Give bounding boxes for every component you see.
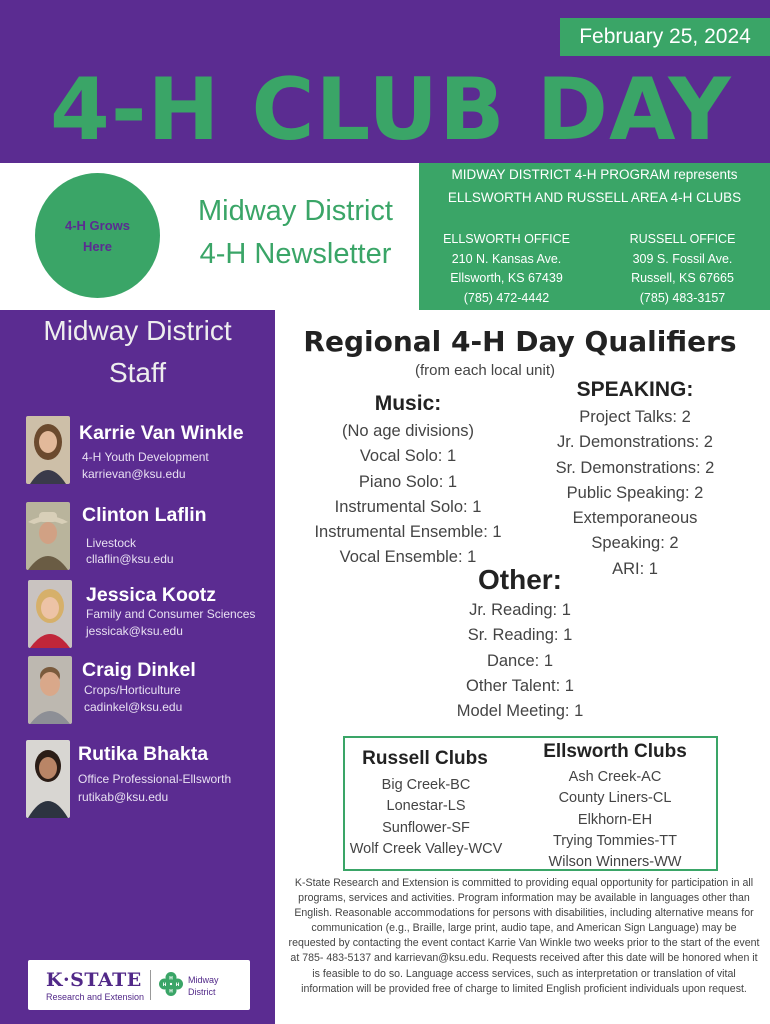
staff-role: Livestock [86, 536, 137, 550]
list-item: Ash Creek-AC [568, 769, 662, 785]
program-intro [419, 163, 770, 209]
svg-text:H: H [162, 983, 167, 988]
svg-text:H: H [175, 983, 180, 988]
newsletter-title [178, 190, 413, 276]
midway-label-line-2: District [188, 987, 216, 997]
staff-name: Karrie Van Winkle [79, 422, 244, 444]
clubs-box [343, 736, 718, 871]
staff-card-clinton [0, 502, 275, 582]
russell-office-street: 309 S. Fossil Ave. [632, 251, 733, 266]
list-item: ARI: 1 [612, 559, 658, 578]
program-intro-line-2: ELLSWORTH AND RUSSELL AREA 4-H CLUBS [447, 190, 742, 205]
list-item: Instrumental Solo: 1 [334, 497, 482, 516]
music-heading: Music: [374, 392, 442, 415]
russell-office-phone: (785) 483-3157 [639, 290, 726, 305]
list-item: Public Speaking: 2 [566, 483, 704, 502]
staff-heading-line-2: Staff [108, 357, 167, 388]
office-info-box [419, 163, 770, 310]
newsletter-title-line-1: Midway District [198, 195, 393, 227]
staff-name: Rutika Bhakta [78, 743, 209, 765]
midway-district-label [188, 974, 219, 998]
kstate-research-extension-logo [28, 960, 250, 1010]
list-item: Wolf Creek Valley-WCV [349, 840, 503, 857]
avatar [26, 416, 70, 484]
staff-role: Family and Consumer Sciences [86, 607, 256, 621]
grows-line-2: Here [83, 238, 112, 254]
header-banner [0, 0, 770, 163]
svg-text:H: H [169, 976, 173, 982]
list-item: Lonestar-LS [386, 798, 466, 815]
list-item: County Liners-CL [558, 790, 672, 807]
staff-role: Office Professional-Ellsworth [78, 772, 232, 786]
staff-name: Clinton Laflin [82, 504, 207, 526]
list-item: Dance: 1 [486, 651, 554, 670]
staff-role: 4-H Youth Development [82, 450, 209, 464]
list-item: Trying Tommies-TT [552, 832, 678, 849]
list-item: (No age divisions) [341, 422, 475, 440]
list-item: Piano Solo: 1 [358, 472, 458, 491]
kstate-subtitle: Research and Extension [46, 992, 145, 1002]
ellsworth-office [419, 230, 594, 308]
list-item: Elkhorn-EH [577, 811, 653, 828]
staff-role: Crops/Horticulture [84, 683, 181, 697]
4h-clover-icon [158, 971, 184, 997]
avatar [26, 740, 70, 818]
list-item: Instrumental Ensemble: 1 [314, 523, 502, 542]
logo-divider [150, 970, 151, 1000]
other-heading: Other: [478, 564, 562, 595]
ellsworth-office-phone: (785) 472-4442 [463, 290, 550, 305]
list-item: Wilson Winners-WW [548, 854, 682, 871]
russell-clubs-heading: Russell Clubs [362, 748, 488, 769]
regional-qualifiers-title: Regional 4-H Day Qualifiers [303, 325, 737, 358]
regional-qualifiers-subtitle: (from each local unit) [414, 362, 556, 379]
speaking-list [530, 405, 740, 582]
ellsworth-office-city: Ellsworth, KS 67439 [450, 271, 563, 285]
nondiscrimination-disclaimer: K-State Research and Extension is committed to providing equal opportunity for participation in all programs, services and activities. Program information may be available in languages other than English. Reasonable accommodations for persons with disabilities, including alternative means for communication (e.g., Braille, large print, audio tape, and American Sign Language) may be requested by contacting the event contact Karrie Van Winkle two weeks prior to the start of the event at 785- 483-5137 and karrievan@ksu.edu. Requests received after this date will be honored when it is feasible to do so. Language access services, such as interpretation or translation of vital information will be provided free of charge to limited English proficient individuals upon request. [288, 877, 760, 995]
staff-email[interactable]: cllaflin@ksu.edu [86, 552, 174, 566]
list-item: Model Meeting: 1 [456, 702, 584, 721]
program-intro-line-1: MIDWAY DISTRICT 4-H PROGRAM represents [451, 167, 738, 182]
kstate-wordmark: K·STATE [46, 969, 142, 991]
russell-office-name: RUSSELL OFFICE [629, 232, 736, 246]
page-title: 4-H CLUB DAY [50, 60, 732, 160]
staff-email[interactable]: cadinkel@ksu.edu [84, 700, 183, 714]
speaking-heading: SPEAKING: [576, 378, 694, 401]
avatar [28, 656, 72, 724]
staff-heading [0, 310, 275, 394]
list-item: Sunflower-SF [382, 819, 470, 836]
staff-card-karrie [0, 416, 275, 496]
avatar [26, 502, 70, 570]
staff-heading-line-1: Midway District [43, 315, 232, 346]
staff-sidebar [0, 310, 275, 1024]
list-item: Extemporaneous [572, 509, 698, 528]
4h-grows-text [53, 215, 143, 257]
event-date-badge: February 25, 2024 [560, 18, 770, 56]
list-item: Jr. Reading: 1 [469, 601, 571, 619]
ellsworth-clubs-list [520, 767, 710, 873]
other-list [420, 598, 620, 724]
list-item: Jr. Demonstrations: 2 [557, 433, 713, 452]
staff-email[interactable]: karrievan@ksu.edu [82, 467, 186, 481]
list-item: Sr. Demonstrations: 2 [555, 458, 715, 477]
staff-card-jessica [0, 580, 275, 660]
ellsworth-office-street: 210 N. Kansas Ave. [451, 251, 562, 266]
music-list [290, 419, 526, 571]
list-item: Sr. Reading: 1 [467, 626, 573, 645]
staff-email[interactable]: jessicak@ksu.edu [86, 624, 183, 638]
russell-clubs-list [337, 775, 515, 860]
russell-office [595, 230, 770, 308]
list-item: Vocal Solo: 1 [359, 447, 457, 466]
avatar [28, 580, 72, 648]
newsletter-title-line-2: 4-H Newsletter [199, 238, 392, 270]
staff-email[interactable]: rutikab@ksu.edu [78, 790, 169, 804]
staff-name: Jessica Kootz [86, 584, 217, 606]
list-item: Big Creek-BC [381, 777, 471, 793]
russell-office-city: Russell, KS 67665 [631, 271, 734, 285]
svg-text:H: H [169, 989, 173, 995]
ellsworth-office-name: ELLSWORTH OFFICE [443, 232, 570, 246]
list-item: Project Talks: 2 [579, 408, 691, 426]
list-item: Speaking: 2 [591, 534, 679, 553]
staff-card-craig [0, 656, 275, 736]
4h-grows-logo [35, 173, 160, 298]
ellsworth-clubs-heading: Ellsworth Clubs [543, 741, 687, 762]
staff-name: Craig Dinkel [82, 659, 196, 681]
staff-card-rutika [0, 740, 275, 820]
list-item: Other Talent: 1 [466, 676, 574, 695]
midway-label-line-1: Midway [188, 975, 219, 985]
list-item: Vocal Ensemble: 1 [339, 548, 477, 567]
grows-line-1: 4-H Grows [64, 217, 130, 233]
